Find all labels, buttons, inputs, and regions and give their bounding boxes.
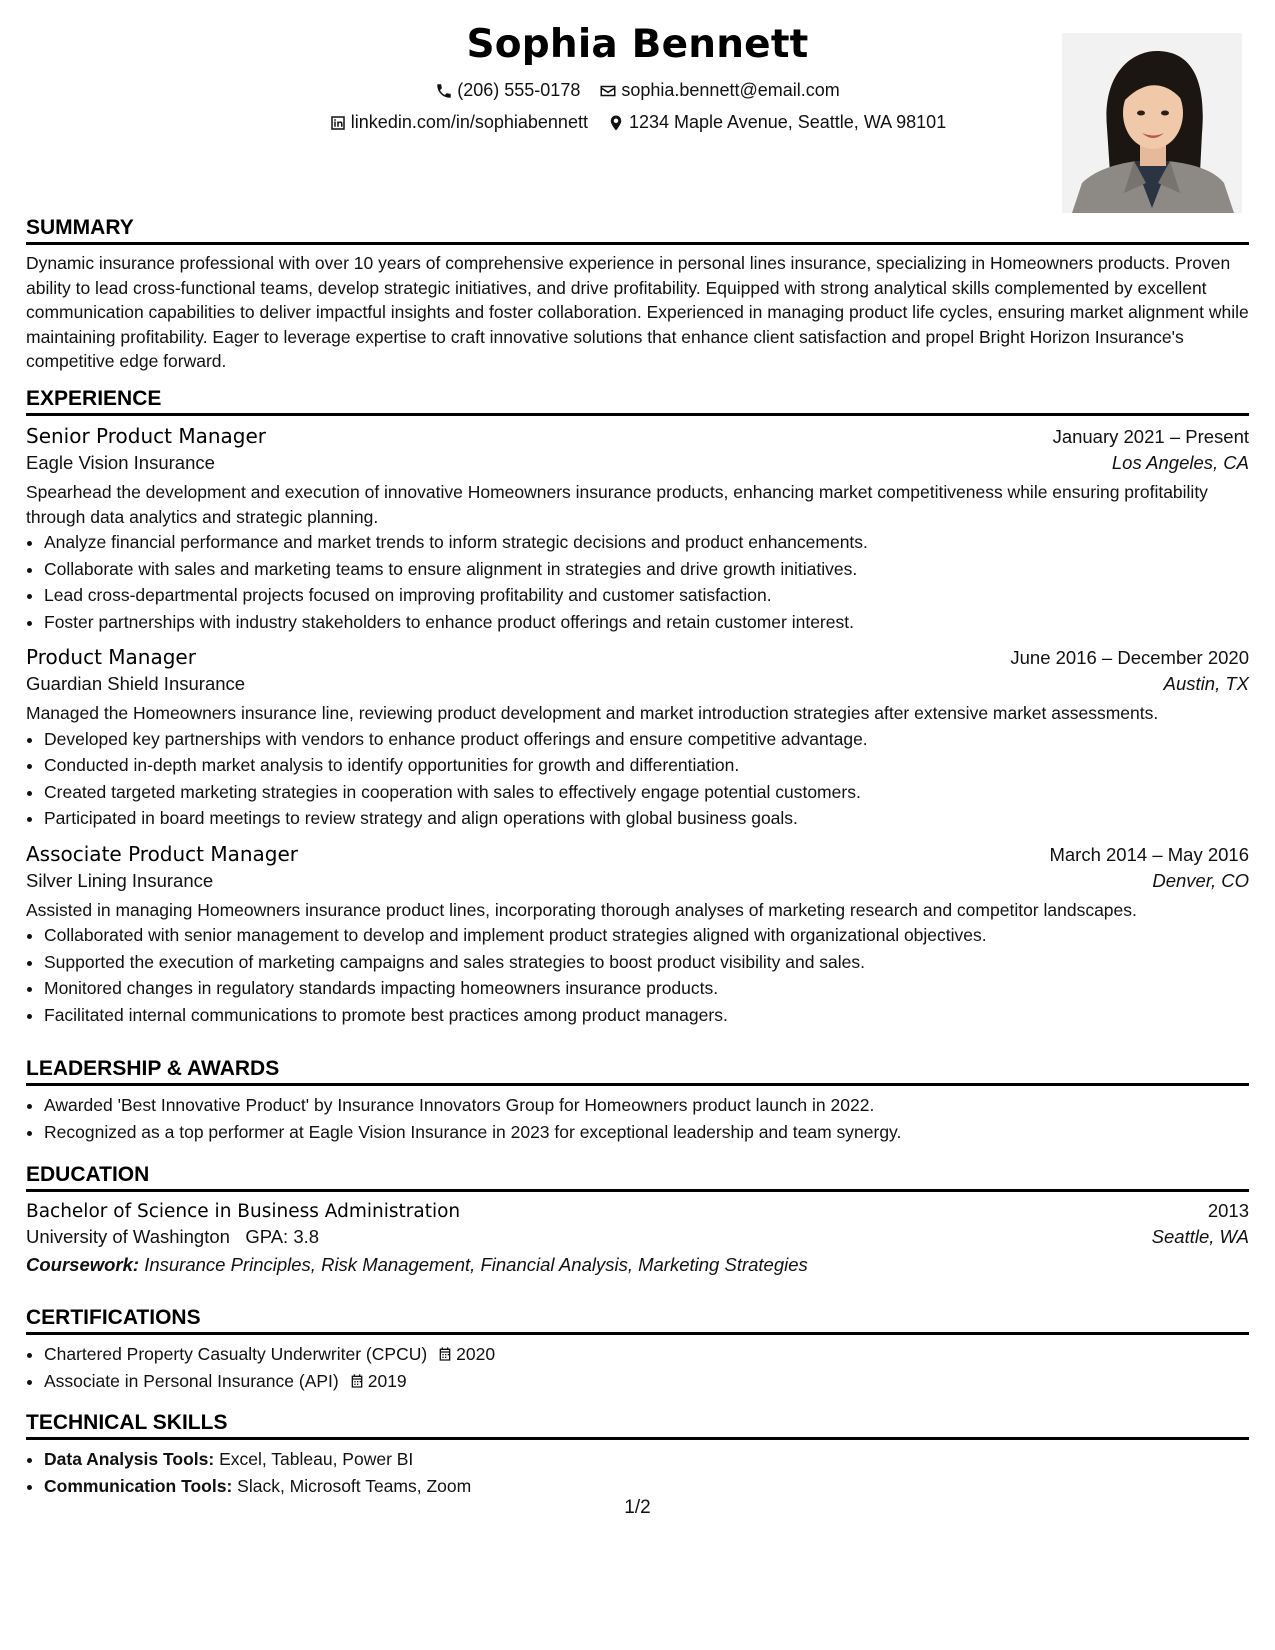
list-item: • Developed key partnerships with vendors to enhance product offerings and ensure competitive advantage.	[44, 726, 1249, 753]
email-text[interactable]: sophia.bennett@email.com	[621, 80, 840, 100]
list-item	[44, 1446, 1249, 1473]
cert-name: Chartered Property Casualty Underwriter (CPCU)	[44, 1344, 428, 1364]
job-location: Austin, TX	[1163, 673, 1249, 694]
summary-section	[26, 214, 1249, 374]
summary-text: Dynamic insurance professional with over 10 years of comprehensive experience in personal lines insurance, specializing in Homeowners products. Proven ability to lead cross-functional teams, develop strategic initiatives, and drive profitability. Equipped with strong analytical skills complemented by excellent communication capabilities to deliver impactful insights and foster collaboration. Experienced in managing product life cycles, ensuring market alignment while maintaining profitability. Eager to leverage expertise to craft innovative solutions that enhance client satisfaction and propel Bright Horizon Insurance's competitive edge forward.	[26, 253, 1249, 371]
address-contact	[607, 112, 946, 133]
job-entry	[26, 842, 1249, 1029]
envelope-icon	[599, 82, 617, 100]
page-number: 1/2	[624, 1497, 651, 1518]
address-text: 1234 Maple Avenue, Seattle, WA 98101	[628, 112, 947, 132]
linkedin-icon	[329, 114, 347, 132]
job-title: Product Manager	[26, 645, 196, 669]
job-dates: March 2014 – May 2016	[1049, 843, 1249, 865]
job-title: Senior Product Manager	[26, 424, 267, 448]
awards-list	[26, 1092, 1249, 1145]
coursework-label: Coursework:	[26, 1254, 140, 1275]
list-item: • Conducted in-depth market analysis to identify opportunities for growth and differentiation.	[44, 752, 1249, 779]
list-item: • Foster partnerships with industry stakeholders to enhance product offerings and retain customer interest.	[44, 609, 1249, 636]
job-entry	[26, 645, 1249, 832]
job-company: Silver Lining Insurance	[26, 869, 214, 891]
map-pin-icon	[607, 114, 625, 132]
job-bullets	[26, 726, 1249, 832]
certifications-section	[26, 1304, 1249, 1394]
awards-heading: LEADERSHIP & AWARDS	[26, 1055, 1249, 1086]
school-name: University of Washington	[26, 1226, 230, 1247]
job-description: Spearhead the development and execution of innovative Homeowners insurance products, enhancing market competitiveness while ensuring profitability through data analytics and strategic planning.	[26, 482, 1208, 527]
degree-title: Bachelor of Science in Business Administration	[26, 1201, 461, 1222]
list-item: • Created targeted marketing strategies in cooperation with sales to effectively engage potential customers.	[44, 779, 1249, 806]
job-title: Associate Product Manager	[26, 841, 299, 866]
certifications-list	[26, 1341, 1249, 1394]
skills-list	[26, 1446, 1249, 1499]
skill-value: Excel, Tableau, Power BI	[219, 1449, 414, 1469]
summary-heading: SUMMARY	[26, 214, 1249, 245]
resume-page	[26, 0, 1249, 1650]
school-location: Seattle, WA	[1151, 1226, 1249, 1247]
job-bullets	[26, 529, 1249, 635]
cert-year: 2020	[456, 1344, 496, 1364]
candidate-name: Sophia Bennett	[466, 22, 809, 67]
coursework-list: Insurance Principles, Risk Management, Financial Analysis, Marketing Strategies	[144, 1254, 808, 1275]
coursework-line	[26, 1254, 1249, 1276]
skill-value: Slack, Microsoft Teams, Zoom	[237, 1475, 472, 1496]
list-item: • Monitored changes in regulatory standards impacting homeowners insurance products.	[44, 975, 1249, 1002]
education-heading: EDUCATION	[26, 1161, 1249, 1192]
list-item: • Participated in board meetings to review strategy and align operations with global business goals.	[44, 805, 1249, 832]
graduation-year: 2013	[1207, 1200, 1249, 1221]
portrait-image	[1062, 33, 1242, 213]
awards-section	[26, 1055, 1249, 1145]
list-item: • Analyze financial performance and market trends to inform strategic decisions and product enhancements.	[44, 529, 1249, 556]
job-dates: January 2021 – Present	[1052, 426, 1249, 447]
cert-year: 2019	[367, 1370, 407, 1391]
job-company: Eagle Vision Insurance	[26, 452, 215, 473]
skills-heading: TECHNICAL SKILLS	[26, 1409, 1249, 1440]
phone-text: (206) 555-0178	[457, 80, 581, 100]
certifications-heading: CERTIFICATIONS	[26, 1304, 1249, 1335]
phone-contact	[435, 80, 580, 101]
skill-label: Communication Tools:	[44, 1475, 233, 1496]
experience-section	[26, 385, 1249, 1028]
job-description: Managed the Homeowners insurance line, reviewing product development and market introduction strategies after extensive market assessments.	[26, 703, 1159, 723]
skills-section	[26, 1409, 1249, 1499]
calendar-icon	[349, 1373, 365, 1389]
calendar-icon	[437, 1346, 453, 1362]
list-item: • Collaborated with senior management to develop and implement product strategies aligned with organizational objectives.	[44, 922, 1249, 949]
list-item	[44, 1473, 1249, 1500]
linkedin-contact[interactable]	[329, 112, 588, 133]
school-line	[26, 1226, 319, 1248]
linkedin-text[interactable]: linkedin.com/in/sophiabennett	[350, 112, 588, 132]
email-contact[interactable]	[599, 80, 839, 101]
gpa: GPA: 3.8	[245, 1226, 320, 1247]
education-section	[26, 1161, 1249, 1276]
list-item: • Facilitated internal communications to promote best practices among product managers.	[44, 1002, 1249, 1029]
skill-label: Data Analysis Tools:	[44, 1449, 215, 1469]
list-item: • Supported the execution of marketing campaigns and sales strategies to boost product visibility and sales.	[44, 949, 1249, 976]
list-item	[44, 1368, 1249, 1395]
job-dates: June 2016 – December 2020	[1010, 647, 1249, 668]
list-item: • Awarded 'Best Innovative Product' by Insurance Innovators Group for Homeowners product launch in 2022.	[44, 1092, 1249, 1119]
job-description: Assisted in managing Homeowners insurance product lines, incorporating thorough analyses of marketing research and competitor landscapes.	[26, 899, 1137, 920]
cert-name: Associate in Personal Insurance (API)	[44, 1370, 339, 1391]
job-company: Guardian Shield Insurance	[26, 673, 246, 694]
job-location: Los Angeles, CA	[1111, 452, 1249, 473]
resume-header	[26, 0, 1249, 215]
list-item	[44, 1341, 1249, 1368]
phone-icon	[435, 82, 453, 100]
job-bullets	[26, 922, 1249, 1028]
job-location: Denver, CO	[1152, 869, 1249, 891]
job-entry	[26, 424, 1249, 635]
list-item: • Collaborate with sales and marketing teams to ensure alignment in strategies and drive growth initiatives.	[44, 556, 1249, 583]
list-item: • Lead cross-departmental projects focused on improving profitability and customer satisfaction.	[44, 582, 1249, 609]
profile-photo	[1062, 33, 1242, 213]
experience-heading: EXPERIENCE	[26, 385, 1249, 416]
list-item: • Recognized as a top performer at Eagle Vision Insurance in 2023 for exceptional leadership and team synergy.	[44, 1119, 1249, 1146]
